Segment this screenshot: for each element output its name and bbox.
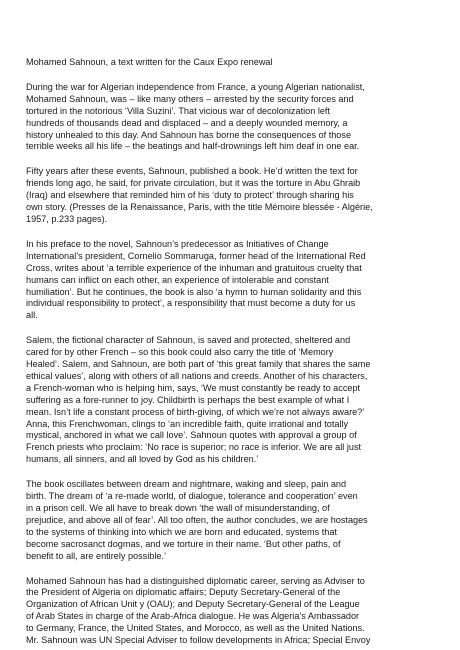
text-line: suffering as a fore-runner to joy. Childbirth is perhaps the best example of what I <box>26 394 350 405</box>
text-line: ethical values’, along with others of all nations and creeds. Another of his characters, <box>26 370 368 381</box>
paragraph-5 <box>26 479 436 562</box>
text-line: International’s president, Cornelio Sommaruga, former head of the International Red <box>26 250 366 261</box>
text-line: cared for by other French – so this book could also carry the title of ‘Memory <box>26 347 334 358</box>
text-line: Fifty years after these events, Sahnoun, published a book. He’d written the text for <box>26 166 358 177</box>
text-line: benefit to all, are entirely possible.’ <box>26 550 166 561</box>
text-line: Anna, this Frenchwoman, clings to ‘an incredible faith, quite irrational and totally <box>26 418 349 429</box>
text-line: individual responsibility to protect’, a responsibility that must become a duty for us <box>26 298 356 309</box>
document-body <box>26 82 436 647</box>
text-line: In his preface to the novel, Sahnoun’s predecessor as Initiatives of Change <box>26 238 329 249</box>
text-line: humans can inflict on each other, an experience of intolerable and constant <box>26 274 329 285</box>
text-line: friends long ago, he said, for private circulation, but it was the torture in Abu Ghraib <box>26 178 361 189</box>
text-line: humans, all sinners, and all loved by God as his children.’ <box>26 454 259 465</box>
text-line: (Iraq) and elsewhere that reminded him of his ‘duty to protect’ through sharing his <box>26 190 354 201</box>
text-line: of Arab States in charge of the Arab-Africa dialogue. He was Algeria’s Ambassador <box>26 611 360 622</box>
text-line: birth. The dream of ‘a re-made world, of dialogue, tolerance and cooperation’ even <box>26 491 358 502</box>
text-line: own story. (Presses de la Renaissance, Paris, with the title Mémoire blessée - Algérie, <box>26 202 373 213</box>
text-line: During the war for Algerian independence from France, a young Algerian nationalist, <box>26 81 365 92</box>
text-line: French priests who proclaim: ‘No race is superior; no race is inferior. We are all just <box>26 442 362 453</box>
text-line: to the systems of thinking into which we are born and educated, systems that <box>26 526 337 537</box>
text-line: prejudice, and above all of fear’. All too often, the author concludes, we are hostages <box>26 514 368 525</box>
text-line: The book oscillates between dream and nightmare, waking and sleep, pain and <box>26 479 347 490</box>
text-line: to Germany, France, the United States, and Morocco, as well as the United Nations. <box>26 623 365 634</box>
paragraph-1 <box>26 82 436 153</box>
text-line: become sacrosanct dogmas, and we torture in their name. ‘But other paths, of <box>26 538 341 549</box>
text-line: humiliation’. But he continues, the book is also ‘a hymn to human solidarity and this <box>26 286 362 297</box>
text-line: Organization of African Unit y (OAU); and Deputy Secretary-General of the League <box>26 599 360 610</box>
text-line: Healed’. Salem, and Sahnoun, are both part of ‘this great family that shares the same <box>26 359 371 370</box>
paragraph-4 <box>26 335 436 466</box>
text-line: history unhealed to this day. And Sahnoun has borne the consequences of those <box>26 129 352 140</box>
document-title: Mohamed Sahnoun, a text written for the Caux Expo renewal <box>26 57 273 67</box>
text-line: mean. Isn’t life a constant process of birth-giving, of which we’re not always aware?’ <box>26 406 365 417</box>
text-line: Mohamed Sahnoun, was – like many others – arrested by the security forces and <box>26 93 354 104</box>
text-line: mystical, anchored in what we call love’. Sahnoun quotes with approval a group of <box>26 430 357 441</box>
paragraph-3 <box>26 239 436 322</box>
text-line: terrible weeks all his life – the beatings and half-drownings left him deaf in one ear. <box>26 141 360 152</box>
text-line: all. <box>26 310 38 321</box>
text-line: Mohamed Sahnoun has had a distinguished diplomatic career, serving as Adviser to <box>26 575 365 586</box>
text-line: the President of Algeria on diplomatic affairs; Deputy Secretary-General of the <box>26 587 341 598</box>
paragraph-6 <box>26 576 436 647</box>
text-line: Mr. Sahnoun was UN Special Adviser to follow developments in Africa; Special Envoy <box>26 635 371 646</box>
text-line: Cross, writes about ‘a terrible experience of the inhuman and gratuitous cruelty that <box>26 262 362 273</box>
text-line: in a prison cell. We all have to break down ‘the wall of misunderstanding, of <box>26 503 330 513</box>
text-line: Salem, the fictional character of Sahnoun, is saved and protected, sheltered and <box>26 335 351 346</box>
text-line: a French-woman who is helping him, says, ‘We must constantly be ready to accept <box>26 382 361 393</box>
paragraph-2 <box>26 166 436 226</box>
text-line: 1957, p.233 pages). <box>26 213 108 224</box>
text-line: tortured in the notorious ‘Villa Suzini’. That vicious war of decolonization left <box>26 105 330 116</box>
text-line: hundreds of thousands dead and displaced – and a deeply wounded memory, a <box>26 117 348 128</box>
